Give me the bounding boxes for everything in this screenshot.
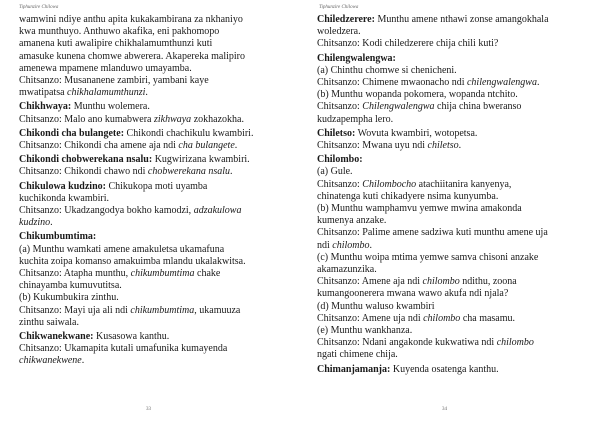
- entry-headline: [317, 14, 579, 26]
- text-line: Chitsanzo: Atapha munthu, chikumbumtima chake: [19, 268, 221, 280]
- headword: Chilombo:: [317, 154, 363, 166]
- dictionary-entry: [19, 154, 287, 178]
- headword: Chikhwaya:: [19, 101, 72, 113]
- entry-headline: [317, 53, 579, 65]
- text-line: Chitsanzo: Mwana uyu ndi chiletso.: [317, 140, 462, 152]
- example-term: cha bulangete: [178, 140, 235, 152]
- entry-headline: [19, 231, 287, 243]
- text-line: chikwanekwene.: [19, 355, 85, 367]
- headword: Chiledzerere:: [317, 14, 375, 25]
- entry-headline: [317, 128, 579, 140]
- example-term: Chilombocho: [362, 178, 417, 190]
- definition: Chikukopa moti uyamba: [105, 180, 208, 192]
- dictionary-entry: [317, 364, 579, 376]
- dictionary-entry: [317, 154, 579, 361]
- headword: Chikulowa kudzino:: [19, 180, 106, 192]
- definition: Wovuta kwambiri, wotopetsa.: [355, 127, 478, 139]
- text-line: (b) Munthu wopanda pokomera, wopanda ntchito.: [317, 89, 518, 101]
- dictionary-entry: [317, 128, 579, 152]
- example-term: Chilengwalengwa: [362, 101, 435, 113]
- text-line: amasuke kunena chomwe abwerera. Akapereka malipiro: [19, 50, 246, 62]
- headword: Chikumbumtima:: [19, 231, 97, 243]
- text-line: Chitsanzo: Kodi chiledzerere chija chili kuti?: [317, 38, 499, 50]
- entry-list: [19, 101, 287, 367]
- definition: Kugwirizana kwambiri.: [152, 154, 250, 166]
- example-term: zikhwaya: [153, 113, 192, 125]
- text-line: Chitsanzo: Chikondi chawo ndi chobwerekana nsalu.: [19, 166, 233, 178]
- dictionary-entry: [317, 14, 579, 51]
- entry-headline: [317, 364, 579, 376]
- opening-paragraph: [19, 14, 287, 99]
- example-term: chilombo: [422, 276, 460, 288]
- text-line: Chitsanzo: Amene uja ndi chilombo cha masamu.: [317, 312, 516, 324]
- headword: Chilengwalengwa:: [317, 52, 396, 64]
- text-line: kumangoonerera mwana wawo akufa ndi njala?: [317, 288, 509, 300]
- example-term: chilengwalengwa: [466, 77, 537, 89]
- text-line: (a) Munthu wamkati amene amakuletsa ukamafuna: [19, 243, 225, 255]
- definition: Kusasowa kanthu.: [93, 331, 170, 343]
- headword: Chiletso:: [317, 127, 356, 139]
- example-term: chikhalamumthunzi: [67, 87, 146, 99]
- definition: Munthu amene nthawi zonse amangokhala: [374, 14, 549, 25]
- dictionary-entry: [19, 101, 287, 125]
- text-line: ngati chimene chija.: [317, 349, 398, 361]
- example-term: chikumbumtima: [130, 268, 195, 280]
- example-term: chikwanekwene: [19, 355, 82, 367]
- dictionary-entry: [19, 181, 287, 230]
- entry-headline: [19, 181, 287, 193]
- entry-headline: [19, 331, 287, 343]
- dictionary-entry: [317, 53, 579, 126]
- page-body: [19, 14, 287, 370]
- definition: Chikondi chachikulu kwambiri.: [124, 127, 254, 139]
- example-term: chilombo: [423, 312, 461, 324]
- headword: Chikondi chobwerekana nsalu:: [19, 154, 153, 166]
- text-line: chinatenga kuti chikadyere nsima kunyumba.: [317, 190, 499, 202]
- text-line: amenewa mpamene mlanduwo umayamba.: [19, 62, 192, 74]
- dictionary-entry: [19, 231, 287, 329]
- text-line: Chitsanzo: Ndani angakonde kukwatiwa ndi chilombo: [317, 337, 534, 349]
- text-line: Chitsanzo: Mayi uja ali ndi chikumbumtima, ukamuuza: [19, 304, 241, 316]
- text-line: ndi chilombo.: [317, 239, 372, 251]
- text-line: Chitsanzo: Ukamapita kutali umafunika kumayenda: [19, 343, 228, 355]
- text-line: Chitsanzo: Musananene zambiri, yambani kaye: [19, 75, 209, 87]
- text-line: kumenya anzake.: [317, 215, 387, 227]
- text-line: (d) Munthu waluso kwambiri: [317, 300, 435, 312]
- example-term: chilombo: [332, 239, 370, 251]
- text-line: Chitsanzo: Chilengwalengwa chija china bweranso: [317, 101, 522, 113]
- example-term: chiletso: [427, 140, 459, 152]
- text-line: (a) Chinthu chomwe si chenicheni.: [317, 64, 457, 76]
- definition: Kuyenda osatenga kanthu.: [390, 363, 499, 375]
- text-line: wamwini ndiye anthu apita kukakambirana za nkhaniyo: [19, 14, 243, 25]
- right-page: [300, 0, 600, 424]
- text-line: kwa munthuyo. Anthuwo akafika, eni pakhomopo: [19, 26, 220, 38]
- running-head: Tiphunzire Chilowa: [319, 5, 359, 10]
- text-line: (b) Kukumbukira zinthu.: [19, 292, 119, 304]
- dictionary-entry: [19, 331, 287, 368]
- text-line: kudzino.: [19, 217, 53, 229]
- text-line: (a) Gule.: [317, 166, 353, 178]
- text-line: woledzera.: [317, 26, 361, 38]
- page-number: 33: [146, 407, 151, 412]
- text-line: Chitsanzo: Malo ano kumabwera zikhwaya zokhazokha.: [19, 113, 244, 125]
- text-line: kudzapempha lero.: [317, 113, 394, 125]
- text-line: Chitsanzo: Chilombocho atachiitanira kanyenya,: [317, 178, 512, 190]
- text-line: amanena kuti awalipire chikhalamumthunzi kuti: [19, 38, 213, 50]
- example-term: kudzino: [19, 217, 51, 229]
- text-line: Chitsanzo: Chikondi cha amene aja ndi cha bulangete.: [19, 140, 238, 152]
- headword: Chikwanekwane:: [19, 331, 94, 343]
- example-term: adzakulowa: [193, 205, 242, 217]
- entry-headline: [19, 154, 287, 166]
- text-line: mwatipatsa chikhalamumthunzi.: [19, 87, 148, 99]
- headword: Chimanjamanja:: [317, 363, 391, 375]
- text-line: Chitsanzo: Ukadzangodya bokho kamodzi, adzakulowa: [19, 205, 242, 217]
- example-term: chikumbumtima: [130, 304, 195, 316]
- entry-list: [317, 14, 579, 376]
- running-head: Tiphunzire Chilowa: [19, 5, 59, 10]
- dictionary-entry: [19, 128, 287, 152]
- entry-headline: [19, 128, 287, 140]
- definition: Munthu wolemera.: [71, 101, 150, 113]
- example-term: chobwerekana nsalu: [147, 166, 231, 178]
- text-line: Chitsanzo: Amene aja ndi chilombo ndithu, zoona: [317, 276, 517, 288]
- page-body: [317, 14, 579, 378]
- text-line: zinthu saiwala.: [19, 316, 79, 328]
- text-line: Chitsanzo: Chimene mwaonacho ndi chilengwalengwa.: [317, 77, 540, 89]
- text-line: (e) Munthu wankhanza.: [317, 325, 413, 337]
- text-line: Chitsanzo: Palime amene sadziwa kuti munthu amene uja: [317, 227, 548, 239]
- entry-headline: [317, 154, 579, 166]
- page-number: 34: [442, 407, 447, 412]
- text-line: (b) Munthu wamphamvu yemwe mwina amakonda: [317, 203, 522, 215]
- text-line: chinayamba kumuvutitsa.: [19, 280, 122, 292]
- text-line: akamazunzika.: [317, 264, 377, 276]
- example-term: chilombo: [496, 337, 534, 349]
- text-line: kuchikonda kwambiri.: [19, 192, 109, 204]
- text-line: kuchita zoipa komanso amakuimba mlandu ukalakwitsa.: [19, 255, 246, 267]
- entry-headline: [19, 101, 287, 113]
- headword: Chikondi cha bulangete:: [19, 127, 125, 139]
- text-line: (c) Munthu woipa mtima yemwe samva chisoni anzake: [317, 251, 539, 263]
